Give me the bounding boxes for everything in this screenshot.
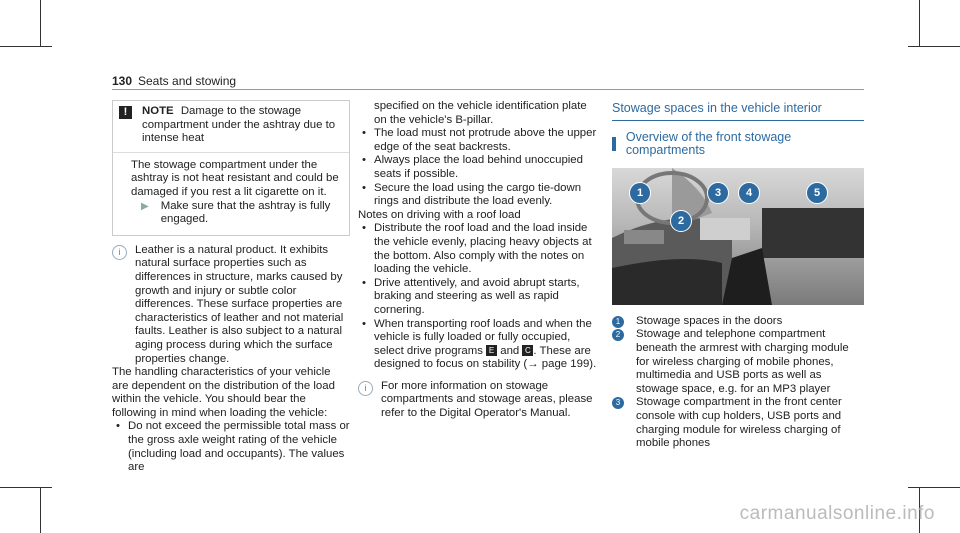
callout-5: 5 bbox=[806, 182, 828, 204]
list-item: • When transporting roof loads and when the vehicle is fully loaded or fully occupied, select drive programs E and C . These are designed to focus on stability (→ page 199). bbox=[358, 318, 598, 372]
crop-mark bbox=[0, 487, 52, 488]
page-reference-link[interactable]: page 199). bbox=[541, 358, 597, 371]
list-item: • Distribute the roof load and the load inside the vehicle evenly, placing heavy objects at the bottom. Also comply with the notes on loading the vehicle. bbox=[358, 222, 598, 276]
handling-paragraph: The handling characteristics of your vehicle are dependent on the distribution of the load within the vehicle. You should bear the following in mind when loading the vehicle: bbox=[112, 366, 335, 419]
list-item: • Do not exceed the permissible total mass or the gross axle weight rating of the vehicle (including load and occupants). The values are bbox=[112, 420, 350, 474]
callout-legend bbox=[612, 315, 864, 451]
crop-mark bbox=[919, 0, 920, 46]
roof-load-heading: Notes on driving with a roof load bbox=[358, 208, 521, 221]
subsection-title: Overview of the front stowage compartments bbox=[612, 131, 864, 158]
list-item: • Always place the load behind unoccupied seats if possible. bbox=[358, 154, 598, 181]
subsection-bar bbox=[612, 137, 616, 151]
note-text: The stowage compartment under the ashtray is not heat resistant and could be damaged if you rest a lit cigarette on it. bbox=[131, 158, 339, 198]
crop-mark bbox=[908, 487, 960, 488]
crop-mark bbox=[0, 46, 52, 47]
legend-item: 1 Stowage spaces in the doors bbox=[612, 315, 864, 329]
page-section-title: Seats and stowing bbox=[138, 74, 237, 88]
callout-2: 2 bbox=[670, 210, 692, 232]
header-divider bbox=[112, 89, 864, 90]
arrow-right-icon: → bbox=[527, 358, 539, 371]
info-icon: i bbox=[358, 381, 373, 396]
watermark: carmanualsonline.info bbox=[739, 503, 935, 524]
note-body bbox=[113, 153, 349, 235]
page-number: 130 bbox=[112, 74, 133, 88]
column-right bbox=[612, 100, 864, 451]
crop-mark bbox=[40, 488, 41, 533]
interior-photo bbox=[612, 168, 864, 305]
info-text: For more information on stowage compartments and stowage areas, please refer to the Digital Operator's Manual. bbox=[381, 379, 593, 420]
crop-mark bbox=[40, 0, 41, 46]
triangle-right-icon: ▶ bbox=[141, 200, 149, 212]
column-middle bbox=[358, 100, 598, 421]
column-left bbox=[112, 100, 350, 475]
note-step-text: Make sure that the ashtray is fully engaged. bbox=[160, 199, 331, 226]
note-heading: Damage to the stowage compartment under the ashtray due to intense heat bbox=[142, 105, 336, 145]
list-item: • The load must not protrude above the upper edge of the seat backrests. bbox=[358, 127, 598, 154]
section-title: Stowage spaces in the vehicle interior bbox=[612, 102, 864, 121]
note-step bbox=[131, 200, 341, 227]
callout-4: 4 bbox=[738, 182, 760, 204]
list-item: • Drive attentively, and avoid abrupt starts, braking and steering as well as rapid cornering. bbox=[358, 277, 598, 318]
callout-1: 1 bbox=[629, 182, 651, 204]
note-header bbox=[113, 101, 349, 153]
info-icon: i bbox=[112, 245, 127, 260]
warning-exclamation-icon: ! bbox=[119, 106, 132, 119]
drive-program-e-badge: E bbox=[486, 345, 497, 356]
drive-program-c-badge: C bbox=[522, 345, 533, 356]
info-leather bbox=[112, 244, 350, 366]
callout-3: 3 bbox=[707, 182, 729, 204]
legend-item: 3 Stowage compartment in the front center console with cup holders, USB ports and charging module for wireless charging of mobile phones bbox=[612, 396, 864, 450]
list-item: • Secure the load using the cargo tie-down rings and distribute the load evenly. bbox=[358, 182, 598, 209]
note-box bbox=[112, 100, 350, 236]
note-title: NOTE bbox=[142, 105, 174, 117]
info-stowage bbox=[358, 380, 598, 421]
crop-mark bbox=[908, 46, 960, 47]
legend-item: 2 Stowage and telephone compartment beneath the armrest with charging module for wireless charging of mobile phones, multimedia and USB ports as well as stowage space, e.g. for an MP3 player bbox=[612, 328, 864, 396]
info-text: Leather is a natural product. It exhibits natural surface properties such as differences in structure, marks caused by growth and injury or subtle color differences. These surface properties are characteristics of leather and not material faults. Leather is also subject to a natural aging process during which the surface properties change. bbox=[135, 243, 344, 365]
continued-text: specified on the vehicle identification plate on the vehicle's B-pillar. bbox=[374, 100, 587, 126]
